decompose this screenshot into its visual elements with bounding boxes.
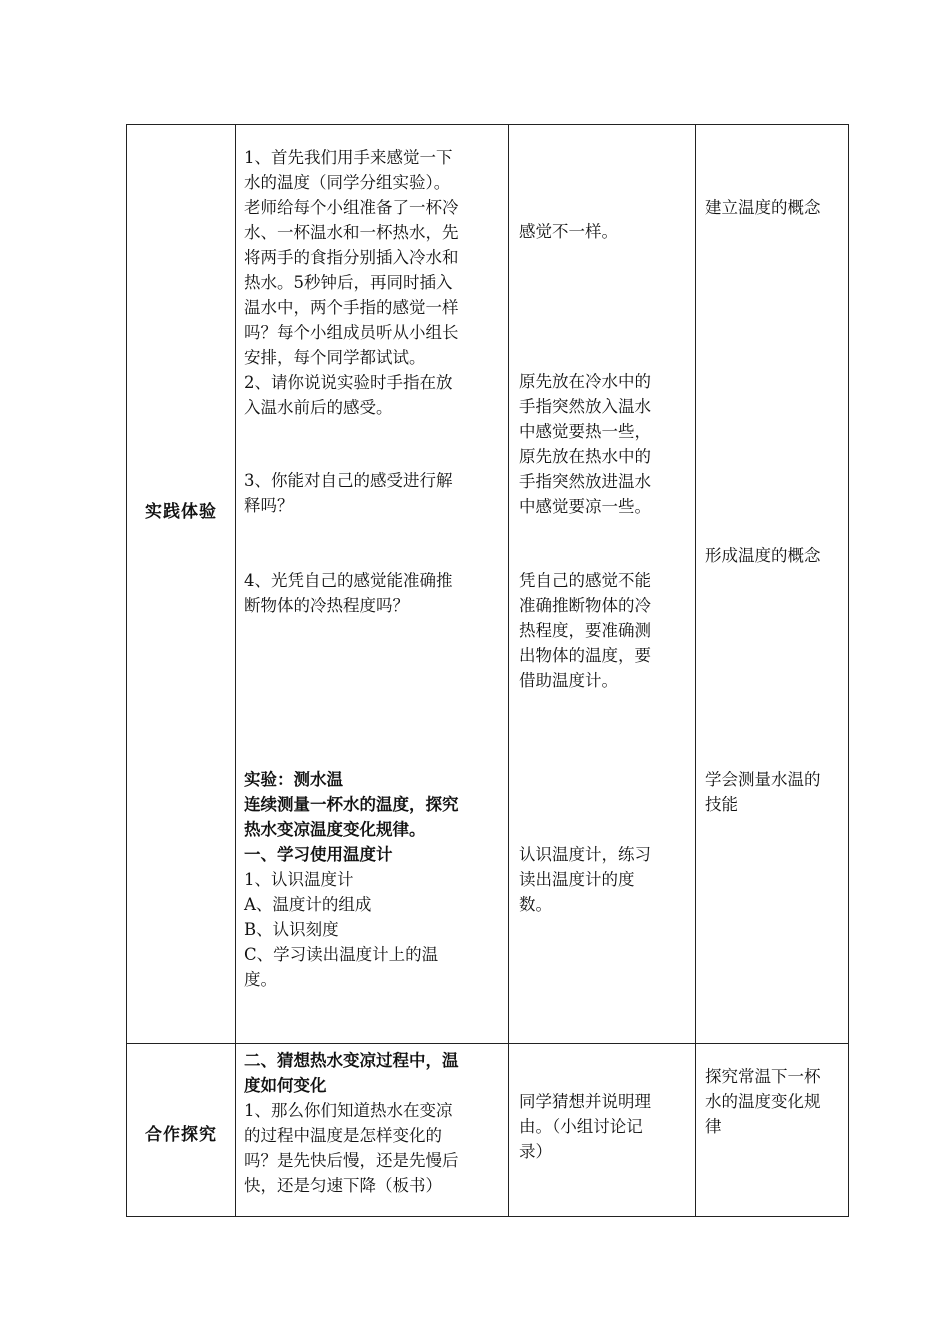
response-4: 认识温度计，练习 读出温度计的度 数。 (519, 845, 651, 914)
stage-cell (127, 1044, 236, 1217)
activity-guess: 二、猜想热水变凉过程中，温 度如何变化 1、那么你们知道热水在变凉 的过程中温度是怎样变化的 吗？是先快后慢，还是先慢后 快，还是匀速下降（板书） (244, 1051, 459, 1195)
intent-1: 建立温度的概念 (705, 198, 821, 217)
response-1: 感觉不一样。 (519, 222, 618, 241)
activity-intro: 1、首先我们用手来感觉一下 水的温度（同学分组实验）。 老师给每个小组准备了一杯冷 水、一杯温水和一杯热水，先 将两手的食指分别插入冷水和 热水。5秒钟后，再同时插入 温水中，两个手指的感觉一样 吗？每个小组成员听从小组长 安排，每个同学都试试。 2、请你说说实验时手指在放 入温水前后的感受。 (244, 148, 459, 417)
intent-2: 形成温度的概念 (705, 546, 821, 565)
response-1: 同学猜想并说明理 由。（小组讨论记 录） (519, 1092, 651, 1161)
activity-question-3: 3、你能对自己的感受进行解 释吗？ (244, 471, 453, 515)
table-row (127, 125, 849, 1044)
activity-cell (236, 125, 509, 1044)
stage-label: 合作探究 (145, 1125, 217, 1145)
response-cell (509, 125, 696, 1044)
lesson-plan-table (126, 124, 849, 1217)
intent-3: 学会测量水温的 技能 (705, 770, 821, 814)
response-cell (509, 1044, 696, 1217)
intent-1: 探究常温下一杯 水的温度变化规 律 (705, 1067, 821, 1136)
activity-experiment: 实验：测水温 连续测量一杯水的温度，探究 热水变凉温度变化规律。 一、学习使用温度计 1、认识温度计 A、温度计的组成 B、认识刻度 C、学习读出温度计上的温 度。 (244, 770, 459, 989)
stage-label: 实践体验 (145, 502, 217, 522)
table-row (127, 1044, 849, 1217)
response-3: 凭自己的感觉不能 准确推断物体的冷 热程度，要准确测 出物体的温度，要 借助温度计。 (519, 571, 651, 690)
response-2: 原先放在冷水中的 手指突然放入温水 中感觉要热一些， 原先放在热水中的 手指突然放进温水 中感觉要凉一些。 (519, 372, 651, 516)
intent-cell (696, 1044, 849, 1217)
stage-cell (127, 125, 236, 1044)
intent-cell (696, 125, 849, 1044)
activity-question-4: 4、光凭自己的感觉能准确推 断物体的冷热程度吗？ (244, 571, 453, 615)
activity-cell (236, 1044, 509, 1217)
